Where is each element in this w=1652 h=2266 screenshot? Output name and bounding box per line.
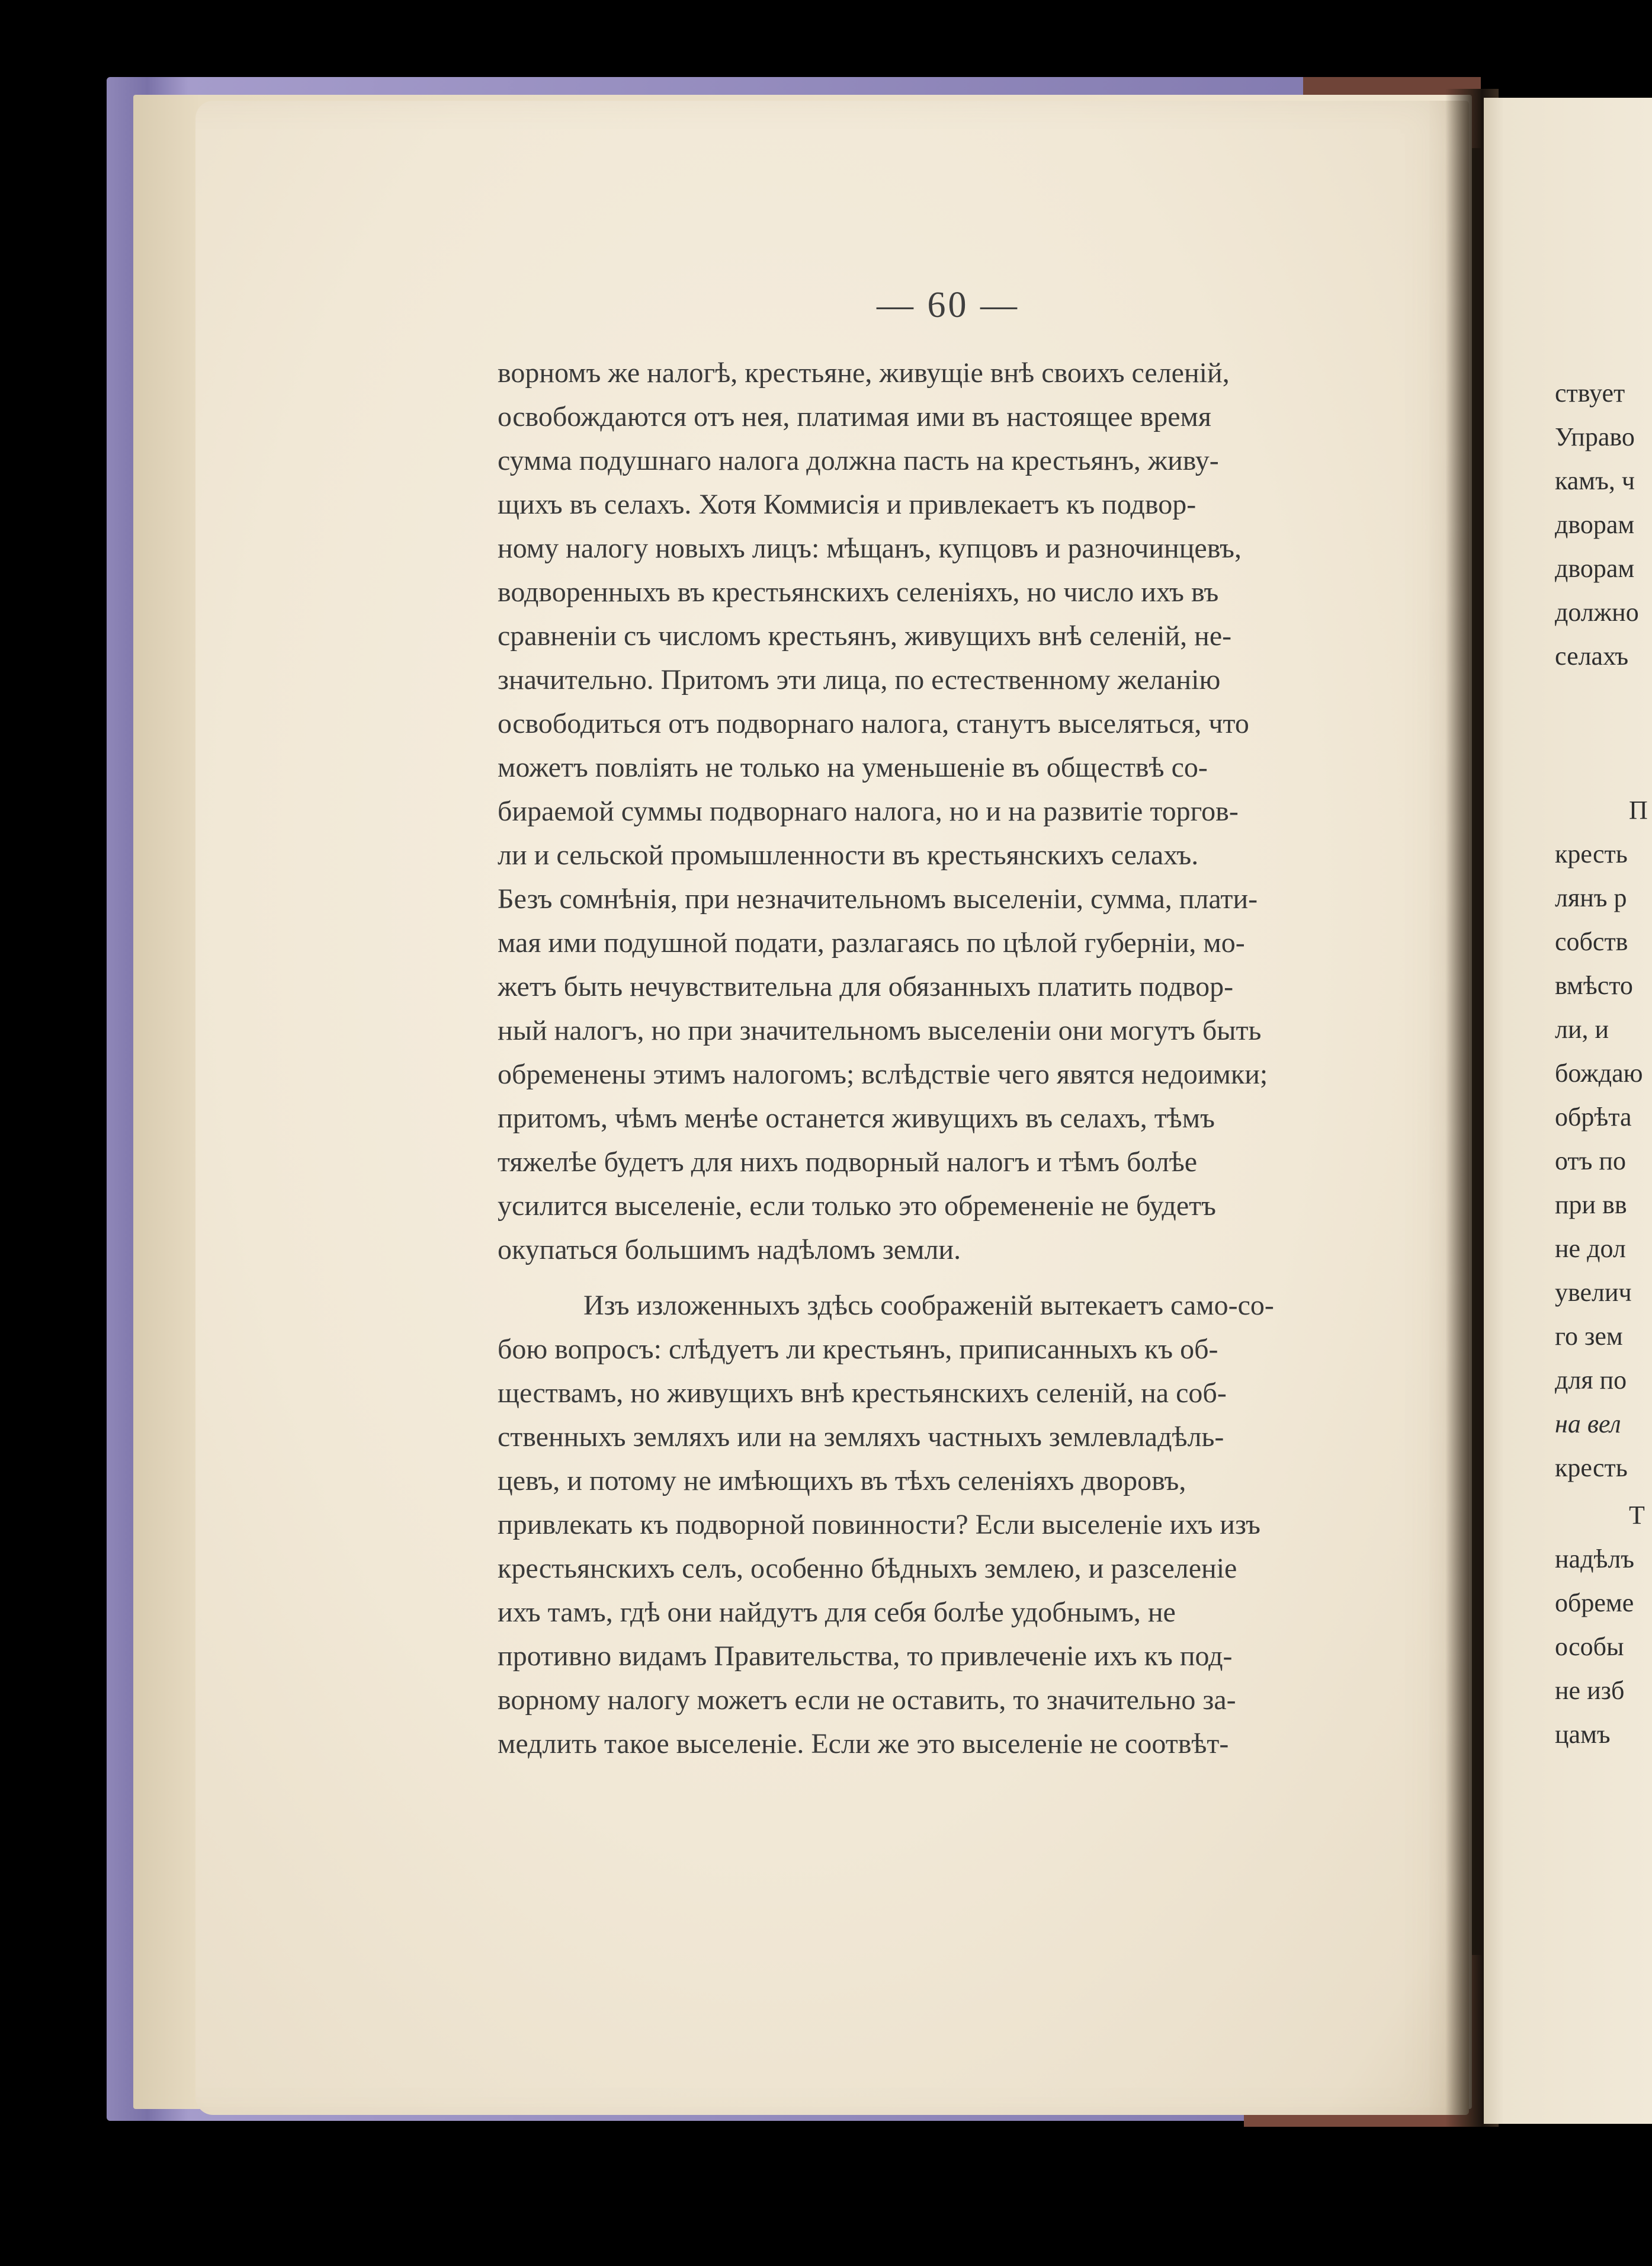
text-line: ли и сельской промышленности въ крестьянскихъ селахъ. — [498, 839, 1199, 871]
text-line: ворному налогу можетъ если не оставить, то значительно за- — [498, 1684, 1236, 1716]
text-line: окупаться большимъ надѣломъ земли. — [498, 1234, 961, 1265]
next-page-line: при вв — [1555, 1190, 1627, 1219]
next-page-line: отъ по — [1555, 1146, 1626, 1175]
text-line: жетъ быть нечувствительна для обязанныхъ платить подвор- — [498, 971, 1234, 1002]
next-page-line: Управо — [1555, 422, 1635, 451]
text-line: ществамъ, но живущихъ внѣ крестьянскихъ селеній, на соб- — [498, 1377, 1227, 1409]
next-page-line: увелич — [1555, 1278, 1632, 1307]
next-page-line: П — [1629, 796, 1648, 825]
next-page-line: собств — [1555, 927, 1628, 956]
next-page-line: не изб — [1555, 1676, 1625, 1705]
next-page-line: на вел — [1555, 1409, 1621, 1438]
text-line: притомъ, чѣмъ менѣе останется живущихъ въ селахъ, тѣмъ — [498, 1102, 1215, 1134]
next-page-line: особы — [1555, 1632, 1624, 1661]
text-line: сравненіи съ числомъ крестьянъ, живущихъ внѣ селеній, не- — [498, 620, 1232, 652]
text-line: можетъ повліять не только на уменьшеніе въ обществѣ со- — [498, 752, 1208, 783]
text-line: мая ими подушной подати, разлагаясь по цѣлой губерніи, мо- — [498, 927, 1245, 959]
text-line: ному налогу новыхъ лицъ: мѣщанъ, купцовъ и разночинцевъ, — [498, 533, 1242, 564]
next-page-line: дворам — [1555, 554, 1635, 583]
text-line: медлить такое выселеніе. Если же это выселеніе не соотвѣт- — [498, 1728, 1229, 1759]
text-line: ихъ тамъ, гдѣ они найдутъ для себя болѣе удобнымъ, не — [498, 1597, 1176, 1628]
next-page-line: го зем — [1555, 1322, 1623, 1351]
next-page-line: дворам — [1555, 510, 1635, 539]
next-page-line: бождаю — [1555, 1059, 1643, 1088]
next-page-line: обреме — [1555, 1588, 1634, 1617]
text-line: крестьянскихъ селъ, особенно бѣдныхъ землею, и разселеніе — [498, 1553, 1237, 1584]
text-line: освободиться отъ подворнаго налога, станутъ выселяться, что — [498, 708, 1249, 739]
page-number: — 60 — — [877, 285, 1019, 325]
text-line: водворенныхъ въ крестьянскихъ селеніяхъ, но число ихъ въ — [498, 576, 1219, 608]
next-page-line: не дол — [1555, 1234, 1626, 1263]
text-line: освобождаются отъ нея, платимая ими въ настоящее время — [498, 401, 1211, 432]
next-page-line: должно — [1555, 598, 1639, 627]
text-line: бираемой суммы подворнаго налога, но и на развитіе торгов- — [498, 796, 1239, 827]
text-line: обременены этимъ налогомъ; вслѣдствіе чего явятся недоимки; — [498, 1059, 1268, 1090]
paragraph-first-line: Изъ изложенныхъ здѣсь соображеній вытекаетъ само-со- — [583, 1290, 1274, 1321]
next-page-line: камъ, ч — [1555, 466, 1635, 495]
next-page-line: для по — [1555, 1366, 1627, 1395]
next-page-line: селахъ — [1555, 642, 1629, 671]
text-line: ственныхъ земляхъ или на земляхъ частныхъ землевладѣль- — [498, 1421, 1224, 1453]
text-line: усилится выселеніе, если только это обремененіе не будетъ — [498, 1190, 1216, 1222]
text-line: Безъ сомнѣнія, при незначительномъ выселеніи, сумма, плати- — [498, 883, 1258, 915]
next-page-line: лянъ р — [1555, 883, 1627, 912]
next-page-line: кресть — [1555, 1453, 1628, 1482]
text-line: ный налогъ, но при значительномъ выселеніи они могутъ быть — [498, 1015, 1262, 1046]
next-page-line: ли, и — [1555, 1015, 1609, 1044]
next-page-line: кресть — [1555, 839, 1628, 868]
next-page-line: ствует — [1555, 379, 1625, 408]
text-line: сумма подушнаго налога должна пасть на крестьянъ, живу- — [498, 445, 1219, 476]
next-page-line: надѣлъ — [1555, 1544, 1635, 1573]
text-line: ворномъ же налогѣ, крестьяне, живущіе внѣ своихъ селеній, — [498, 357, 1230, 389]
next-page-line: цамъ — [1555, 1720, 1611, 1749]
next-page-line: обрѣта — [1555, 1102, 1632, 1132]
text-line: щихъ въ селахъ. Хотя Коммисія и привлекаетъ къ подвор- — [498, 489, 1197, 520]
text-line: привлекать къ подворной повинности? Если выселеніе ихъ изъ — [498, 1509, 1260, 1540]
text-line: значительно. Притомъ эти лица, по естественному желанію — [498, 664, 1221, 695]
text-line: тяжелѣе будетъ для нихъ подворный налогъ и тѣмъ болѣе — [498, 1146, 1198, 1178]
text-line: цевъ, и потому не имѣющихъ въ тѣхъ селеніяхъ дворовъ, — [498, 1465, 1186, 1496]
text-line: бою вопросъ: слѣдуетъ ли крестьянъ, приписанныхъ къ об- — [498, 1334, 1218, 1365]
next-page-line: Т — [1629, 1501, 1645, 1530]
next-page-line: вмѣсто — [1555, 971, 1633, 1000]
text-line: противно видамъ Правительства, то привлеченіе ихъ къ под- — [498, 1640, 1233, 1672]
